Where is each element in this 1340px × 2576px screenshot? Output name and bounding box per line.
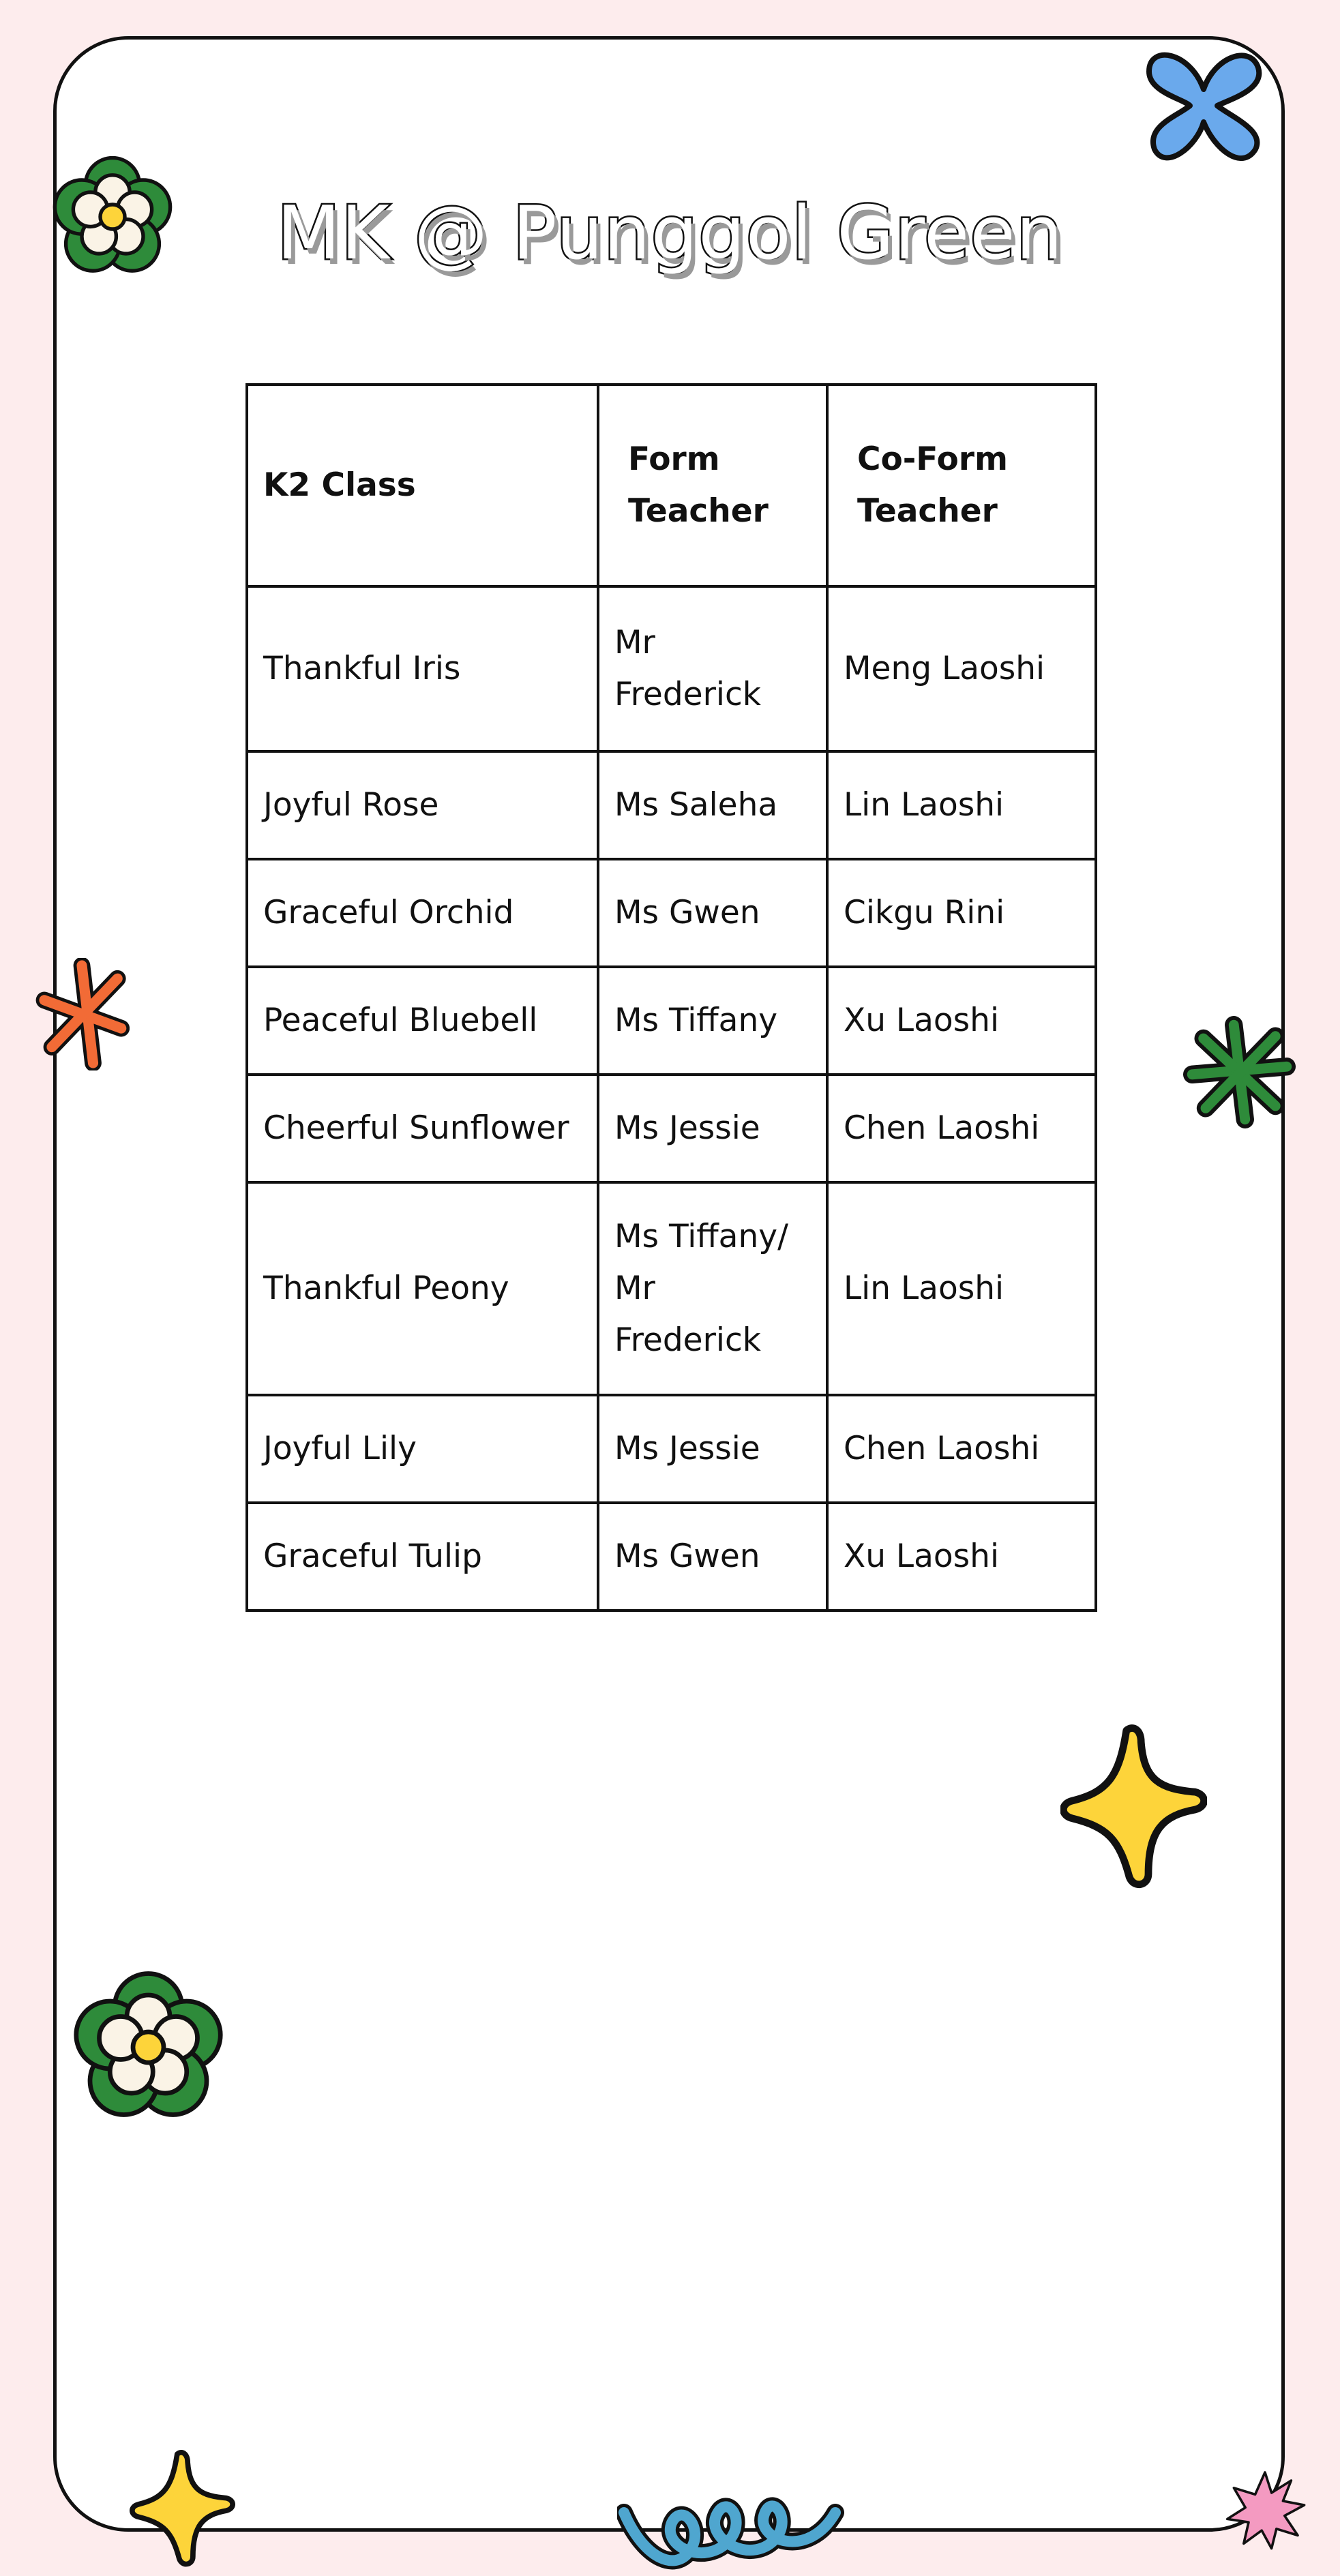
class-roster-table	[245, 383, 1097, 1612]
sparkle-icon	[1060, 1722, 1207, 1889]
cell-form-teacher: Ms Jessie	[598, 1075, 827, 1182]
table-row	[247, 1395, 1096, 1503]
flower-icon	[68, 1971, 228, 2124]
cell-form-teacher: Ms Tiffany	[598, 967, 827, 1075]
cell-k2-class: Joyful Rose	[247, 751, 598, 859]
cell-co-form-teacher: Chen Laoshi	[827, 1075, 1096, 1182]
cell-co-form-teacher: Cikgu Rini	[827, 859, 1096, 967]
cell-k2-class: Joyful Lily	[247, 1395, 598, 1503]
cell-k2-class: Thankful Iris	[247, 586, 598, 751]
cell-co-form-teacher: Meng Laoshi	[827, 586, 1096, 751]
cell-co-form-teacher: Xu Laoshi	[827, 967, 1096, 1075]
cell-k2-class: Peaceful Bluebell	[247, 967, 598, 1075]
cross-icon	[1135, 34, 1272, 177]
sparkle-icon	[130, 2448, 235, 2567]
table-row	[247, 1182, 1096, 1395]
cell-co-form-teacher: Xu Laoshi	[827, 1503, 1096, 1611]
swirl-icon	[617, 2472, 849, 2574]
starburst-icon	[1221, 2468, 1309, 2550]
cell-form-teacher: Ms Tiffany/ Mr Frederick	[598, 1182, 827, 1395]
table-row	[247, 859, 1096, 967]
header-co-form-teacher: Co-Form Teacher	[827, 385, 1096, 586]
cell-form-teacher: Ms Saleha	[598, 751, 827, 859]
table-header-row	[247, 385, 1096, 586]
cell-form-teacher: Ms Gwen	[598, 859, 827, 967]
cell-k2-class: Graceful Orchid	[247, 859, 598, 967]
asterisk-icon	[1183, 1016, 1296, 1128]
table-row	[247, 1075, 1096, 1182]
table-row	[247, 1503, 1096, 1611]
table-row	[247, 586, 1096, 751]
cell-k2-class: Thankful Peony	[247, 1182, 598, 1395]
flower-icon	[51, 155, 174, 278]
cell-co-form-teacher: Lin Laoshi	[827, 1182, 1096, 1395]
cell-k2-class: Cheerful Sunflower	[247, 1075, 598, 1182]
cell-form-teacher: Ms Jessie	[598, 1395, 827, 1503]
cell-k2-class: Graceful Tulip	[247, 1503, 598, 1611]
header-k2-class: K2 Class	[247, 385, 598, 586]
cell-form-teacher: Mr Frederick	[598, 586, 827, 751]
header-form-teacher: Form Teacher	[598, 385, 827, 586]
page-title: MK @ Punggol Green	[276, 191, 1064, 276]
cell-form-teacher: Ms Gwen	[598, 1503, 827, 1611]
asterisk-icon	[34, 958, 130, 1070]
cell-co-form-teacher: Lin Laoshi	[827, 751, 1096, 859]
table-row	[247, 751, 1096, 859]
table-row	[247, 967, 1096, 1075]
cell-co-form-teacher: Chen Laoshi	[827, 1395, 1096, 1503]
